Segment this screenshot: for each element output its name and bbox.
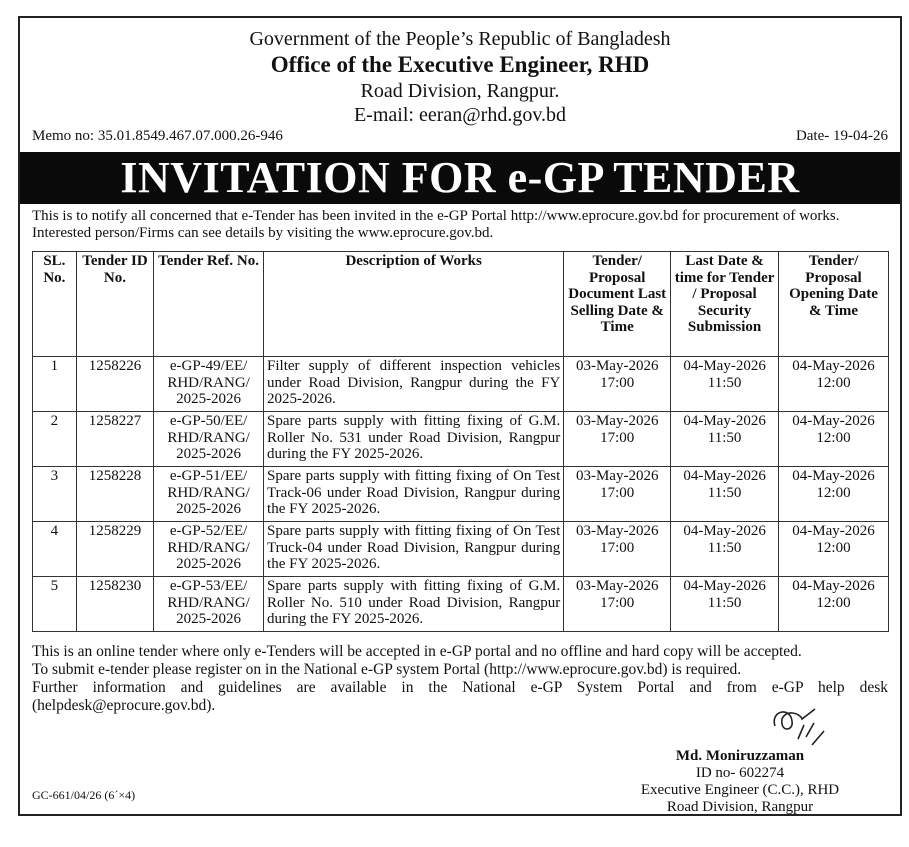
- sl-cell: 3: [33, 467, 77, 522]
- sl-cell: 5: [33, 577, 77, 632]
- footer-text: ) is required.: [662, 661, 742, 678]
- sl-cell: 2: [33, 412, 77, 467]
- selling-date-cell: 03-May-2026 17:00: [564, 412, 671, 467]
- signer-office: Road Division, Rangpur: [666, 799, 814, 815]
- description-cell: Spare parts supply with fitting fixing of G.M. Roller No. 531 under Road Division, Rangpur during the FY 2025-2026.: [264, 412, 564, 467]
- footer-notes: [32, 643, 888, 715]
- footer-line-3: [32, 679, 888, 715]
- col-description: Description of Works: [264, 252, 564, 357]
- tender-id-cell: 1258229: [76, 522, 153, 577]
- tender-id-cell: 1258227: [76, 412, 153, 467]
- eprocure-link-3[interactable]: http://www.eprocure.gov.bd: [489, 661, 663, 678]
- col-security-date: Last Date & time for Tender / Proposal Security Submission: [671, 252, 779, 357]
- ref-cell: e-GP-52/EE/ RHD/RANG/ 2025-2026: [154, 522, 264, 577]
- col-tender-id: Tender ID No.: [76, 252, 153, 357]
- selling-date-cell: 03-May-2026 17:00: [564, 577, 671, 632]
- signer-name: Md. Moniruzzaman: [675, 748, 805, 764]
- signer-id: ID no- 602274: [695, 765, 785, 781]
- security-date-cell: 04-May-2026 11:50: [671, 577, 779, 632]
- opening-date-cell: 04-May-2026 12:00: [779, 522, 889, 577]
- security-date-cell: 04-May-2026 11:50: [671, 467, 779, 522]
- description-cell: Spare parts supply with fitting fixing of On Test Track-06 under Road Division, Rangpur during the FY 2025-2026.: [264, 467, 564, 522]
- eprocure-link[interactable]: http://www.eprocure.gov.bd: [510, 208, 679, 224]
- footer-text: Further information and guidelines are available in the National e-GP System Portal and from e-GP help desk (: [32, 679, 888, 714]
- ref-cell: e-GP-49/EE/ RHD/RANG/ 2025-2026: [154, 357, 264, 412]
- selling-date-cell: 03-May-2026 17:00: [564, 522, 671, 577]
- table-header-row: [33, 252, 889, 357]
- description-cell: Spare parts supply with fitting fixing of G.M. Roller No. 510 under Road Division, Rangpur during the FY 2025-2026.: [264, 577, 564, 632]
- gc-code: GC-661/04/26 (6´×4): [32, 788, 136, 802]
- col-ref: Tender Ref. No.: [154, 252, 264, 357]
- description-cell: Spare parts supply with fitting fixing of On Test Truck-04 under Road Division, Rangpur during the FY 2025-2026.: [264, 522, 564, 577]
- ref-cell: e-GP-51/EE/ RHD/RANG/ 2025-2026: [154, 467, 264, 522]
- notice-title: INVITATION FOR e-GP TENDER: [20, 152, 900, 204]
- table-row: [33, 467, 889, 522]
- col-selling-date: Tender/ Proposal Document Last Selling Date & Time: [564, 252, 671, 357]
- table-row: [33, 577, 889, 632]
- opening-date-cell: 04-May-2026 12:00: [779, 467, 889, 522]
- division-line: Road Division, Rangpur.: [360, 80, 560, 102]
- footer-line-1: This is an online tender where only e-Tenders will be accepted in e-GP portal and no offline and hard copy will be accepted.: [32, 643, 802, 660]
- signature: [770, 701, 830, 751]
- office-name: Office of the Executive Engineer, RHD: [270, 52, 650, 77]
- ref-cell: e-GP-53/EE/ RHD/RANG/ 2025-2026: [154, 577, 264, 632]
- signer-block: [620, 748, 860, 816]
- security-date-cell: 04-May-2026 11:50: [671, 357, 779, 412]
- sl-cell: 1: [33, 357, 77, 412]
- table-row: [33, 412, 889, 467]
- intro-text-2: for procurement of works. Interested person/Firms can see details by visiting the: [32, 208, 840, 241]
- col-opening-date: Tender/ Proposal Opening Date & Time: [779, 252, 889, 357]
- government-line: Government of the People’s Republic of Bangladesh: [249, 28, 671, 50]
- tender-id-cell: 1258228: [76, 467, 153, 522]
- signer-title: Executive Engineer (C.C.), RHD: [640, 782, 840, 798]
- opening-date-cell: 04-May-2026 12:00: [779, 412, 889, 467]
- description-cell: Filter supply of different inspection vehicles under Road Division, Rangpur during the FY 2025-2026.: [264, 357, 564, 412]
- notice-date: Date- 19-04-26: [795, 128, 888, 144]
- footer-text: ).: [206, 697, 216, 714]
- table-row: [33, 357, 889, 412]
- tender-id-cell: 1258226: [76, 357, 153, 412]
- eprocure-link-2[interactable]: www.eprocure.gov.bd.: [357, 225, 494, 241]
- memo-number: Memo no: 35.01.8549.467.07.000.26-946: [32, 128, 283, 144]
- security-date-cell: 04-May-2026 11:50: [671, 522, 779, 577]
- intro-paragraph: [32, 208, 888, 242]
- tender-table: [32, 251, 889, 632]
- tender-id-cell: 1258230: [76, 577, 153, 632]
- footer-text: To submit e-tender please register on in the National e-GP system Portal (: [32, 661, 490, 678]
- sl-cell: 4: [33, 522, 77, 577]
- selling-date-cell: 03-May-2026 17:00: [564, 467, 671, 522]
- tender-notice: [18, 16, 902, 816]
- footer-line-2: [32, 661, 888, 679]
- selling-date-cell: 03-May-2026 17:00: [564, 357, 671, 412]
- intro-text: This is to notify all concerned that e-Tender has been invited in the e-GP Portal: [32, 208, 511, 224]
- email-line: E-mail: eeran@rhd.gov.bd: [353, 104, 567, 126]
- ref-cell: e-GP-50/EE/ RHD/RANG/ 2025-2026: [154, 412, 264, 467]
- security-date-cell: 04-May-2026 11:50: [671, 412, 779, 467]
- col-sl: SL. No.: [33, 252, 77, 357]
- opening-date-cell: 04-May-2026 12:00: [779, 357, 889, 412]
- opening-date-cell: 04-May-2026 12:00: [779, 577, 889, 632]
- table-row: [33, 522, 889, 577]
- helpdesk-email-link[interactable]: helpdesk@eprocure.gov.bd: [37, 697, 207, 714]
